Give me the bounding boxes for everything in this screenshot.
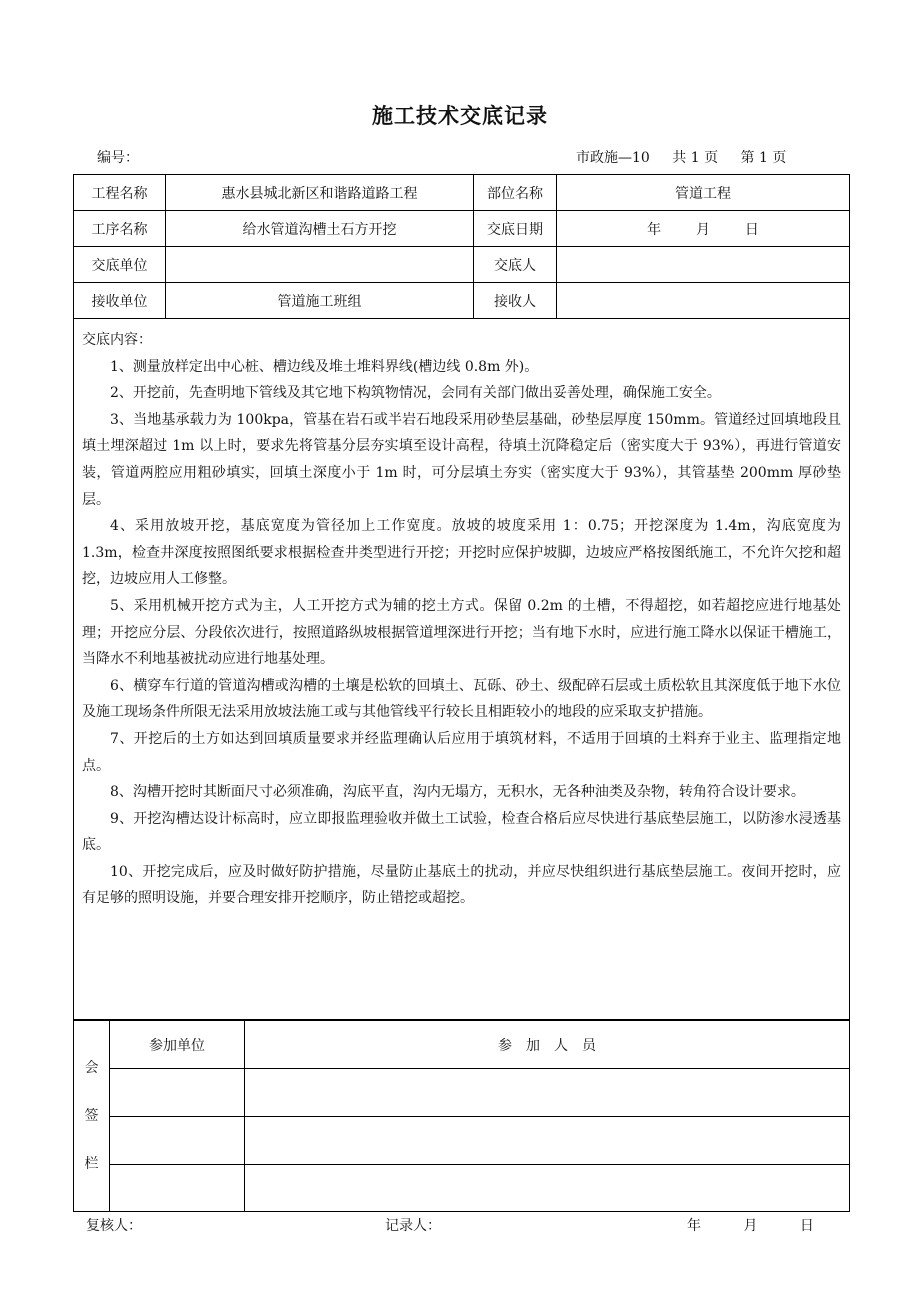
document-title: 施工技术交底记录 (372, 103, 548, 128)
signature-table (73, 1020, 850, 1212)
process-name-label: 工序名称 (74, 211, 166, 247)
recorder-label: 记录人： (385, 1218, 441, 1234)
footer-month: 月 (743, 1218, 758, 1234)
disclosure-person-value (557, 247, 850, 283)
date-day: 日 (744, 221, 759, 238)
table-row (74, 211, 850, 247)
people-cell (245, 1165, 850, 1212)
table-row (74, 283, 850, 319)
disclosure-content (74, 319, 850, 1020)
participating-unit-header: 参加单位 (110, 1021, 245, 1069)
footer-date (687, 1215, 852, 1235)
content-item: 7、开挖后的土方如达到回填质量要求并经监理确认后应用于填筑材料，不适用于回填的土料弃于业主、监理指定地点。 (82, 730, 841, 774)
unit-cell (110, 1165, 245, 1212)
project-name-value: 惠水县城北新区和谐路道路工程 (166, 175, 474, 211)
part-name-value: 管道工程 (557, 175, 850, 211)
table-row (74, 1069, 850, 1117)
content-item: 10、开挖完成后，应及时做好防护措施，尽量防止基底土的扰动，并应尽快组织进行基底垫层施工。夜间开挖时，应有足够的照明设施，并要合理安排开挖顺序，防止错挖或超挖。 (82, 863, 841, 907)
content-item: 3、当地基承载力为 100kpa，管基在岩石或半岩石地段采用砂垫层基础，砂垫层厚度 150mm。管道经过回填地段且填土埋深超过 1m 以上时，要求先将管基分层夯实填至设计高程，待填土沉降稳定后（密实度大于 93%），再进行管道安装，管道两腔应用粗砂填实，回填土深度小于 1m 时，可分层填土夯实（密实度大于 93%），其管基垫 200mm 厚砂垫层。 (82, 411, 841, 508)
process-name-value: 给水管道沟槽土石方开挖 (166, 211, 474, 247)
disclosure-table (73, 174, 850, 1020)
content-item: 6、横穿车行道的管道沟槽或沟槽的土壤是松软的回填土、瓦砾、砂土、级配碎石层或土质松软且其深度低于地下水位及施工现场条件所限无法采用放坡法施工或与其他管线平行较长且相距较小的地段的应采取支护措施。 (82, 677, 841, 721)
total-pages: 共 1 页 (672, 150, 719, 166)
table-row (74, 175, 850, 211)
people-cell (245, 1069, 850, 1117)
unit-cell (110, 1117, 245, 1165)
receiver-unit-value: 管道施工班组 (166, 283, 474, 319)
page-meta (576, 147, 804, 167)
table-row (74, 1021, 850, 1069)
table-row (74, 1165, 850, 1212)
disclosure-person-label: 交底人 (474, 247, 557, 283)
receiver-unit-label: 接收单位 (74, 283, 166, 319)
project-name-label: 工程名称 (74, 175, 166, 211)
footer-year: 年 (687, 1218, 701, 1234)
content-item: 8、沟槽开挖时其断面尺寸必须准确，沟底平直，沟内无塌方，无积水，无各种油类及杂物，转角符合设计要求。 (110, 784, 805, 801)
date-month: 月 (696, 221, 710, 238)
unit-cell (110, 1069, 245, 1117)
content-item: 1、测量放样定出中心桩、槽边线及堆土堆料界线(槽边线 0.8m 外)。 (110, 358, 539, 375)
signature-side-label (74, 1021, 110, 1212)
content-item: 9、开挖沟槽达设计标高时，应立即报监理验收并做土工试验，检查合格后应尽快进行基底垫层施工，以防渗水浸透基底。 (82, 810, 841, 854)
content-item: 5、采用机械开挖方式为主，人工开挖方式为辅的挖土方式。保留 0.2m 的土槽，不得超挖，如若超挖应进行地基处理；开挖应分层、分段依次进行，按照道路纵坡根据管道埋深进行开挖；当有地下水时，应进行施工降水以保证干槽施工，当降水不利地基被扰动应进行地基处理。 (82, 597, 841, 668)
receiver-value (557, 283, 850, 319)
disclosure-date-value (557, 211, 850, 247)
disclosure-unit-label: 交底单位 (74, 247, 166, 283)
content-item: 4、采用放坡开挖，基底宽度为管径加上工作宽度。放坡的坡度采用 1：0.75；开挖深度为 1.4m，沟底宽度为 1.3m，检查井深度按照图纸要求根据检查井类型进行开挖；开挖时应保护坡脚，边坡应严格按图纸施工，不允许欠挖和超挖，边坡应用人工修整。 (82, 518, 841, 588)
content-row (74, 319, 850, 1020)
date-year: 年 (647, 221, 662, 238)
current-page: 第 1 页 (740, 150, 787, 166)
reviewer-label: 复核人： (86, 1218, 142, 1234)
side-char: 签 (84, 1108, 99, 1124)
participants-header: 参 加 人 员 (245, 1021, 850, 1069)
number-label: 编号： (97, 150, 139, 166)
side-char: 栏 (84, 1156, 99, 1172)
table-row (74, 1117, 850, 1165)
part-name-label: 部位名称 (474, 175, 557, 211)
content-item: 2、开挖前，先查明地下管线及其它地下构筑物情况，会同有关部门做出妥善处理，确保施工安全。 (110, 385, 721, 402)
disclosure-unit-value (166, 247, 474, 283)
people-cell (245, 1117, 850, 1165)
table-row (74, 247, 850, 283)
footer-day: 日 (799, 1218, 814, 1234)
side-char: 会 (84, 1060, 99, 1076)
content-heading: 交底内容： (82, 332, 152, 348)
disclosure-date-label: 交底日期 (474, 211, 557, 247)
receiver-label: 接收人 (474, 283, 557, 319)
form-code: 市政施—10 (576, 150, 650, 166)
